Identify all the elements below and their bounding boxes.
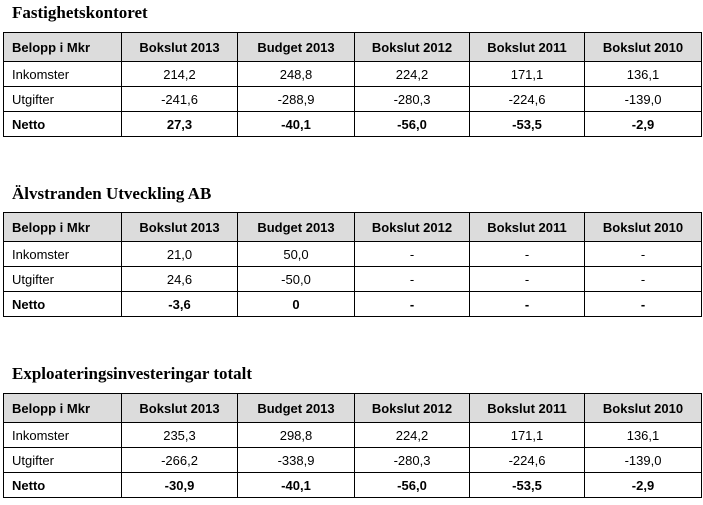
table-cell: 136,1 bbox=[585, 423, 702, 448]
row-label: Inkomster bbox=[4, 62, 122, 87]
table-cell: -338,9 bbox=[238, 448, 355, 473]
table-cell: -30,9 bbox=[122, 473, 238, 498]
column-header: Bokslut 2012 bbox=[355, 213, 470, 242]
column-header: Bokslut 2013 bbox=[122, 213, 238, 242]
column-header: Budget 2013 bbox=[238, 33, 355, 62]
table-cell: 214,2 bbox=[122, 62, 238, 87]
row-label: Utgifter bbox=[4, 267, 122, 292]
table-row bbox=[4, 87, 702, 112]
table-row bbox=[4, 62, 702, 87]
column-header: Belopp i Mkr bbox=[4, 394, 122, 423]
table-cell: - bbox=[585, 292, 702, 317]
column-header: Bokslut 2011 bbox=[470, 33, 585, 62]
table-cell: -53,5 bbox=[470, 112, 585, 137]
table-row-total bbox=[4, 473, 702, 498]
table-row bbox=[4, 267, 702, 292]
table-cell: -40,1 bbox=[238, 112, 355, 137]
table-cell: -139,0 bbox=[585, 87, 702, 112]
table-cell: - bbox=[470, 292, 585, 317]
column-header: Belopp i Mkr bbox=[4, 213, 122, 242]
table-cell: 298,8 bbox=[238, 423, 355, 448]
table-cell: - bbox=[355, 292, 470, 317]
table-cell: - bbox=[470, 267, 585, 292]
column-header: Budget 2013 bbox=[238, 394, 355, 423]
column-header: Bokslut 2012 bbox=[355, 33, 470, 62]
column-header: Bokslut 2010 bbox=[585, 213, 702, 242]
table-cell: 21,0 bbox=[122, 242, 238, 267]
table-cell: -139,0 bbox=[585, 448, 702, 473]
table-cell: 50,0 bbox=[238, 242, 355, 267]
table-cell: - bbox=[355, 242, 470, 267]
column-header: Bokslut 2012 bbox=[355, 394, 470, 423]
column-header: Budget 2013 bbox=[238, 213, 355, 242]
table-cell: - bbox=[585, 242, 702, 267]
table-cell: -280,3 bbox=[355, 448, 470, 473]
table-cell: -2,9 bbox=[585, 473, 702, 498]
table-cell: -56,0 bbox=[355, 473, 470, 498]
table-row bbox=[4, 448, 702, 473]
finance-table bbox=[3, 212, 702, 317]
table-cell: 224,2 bbox=[355, 62, 470, 87]
table-cell: -288,9 bbox=[238, 87, 355, 112]
finance-table bbox=[3, 393, 702, 498]
table-cell: -2,9 bbox=[585, 112, 702, 137]
table-row bbox=[4, 423, 702, 448]
row-label: Netto bbox=[4, 112, 122, 137]
section-title: Exploateringsinvesteringar totalt bbox=[12, 364, 253, 383]
table-cell: -224,6 bbox=[470, 87, 585, 112]
column-header: Bokslut 2011 bbox=[470, 213, 585, 242]
table-cell: 24,6 bbox=[122, 267, 238, 292]
table-cell: -53,5 bbox=[470, 473, 585, 498]
column-header: Bokslut 2011 bbox=[470, 394, 585, 423]
table-cell: 0 bbox=[238, 292, 355, 317]
table-cell: -50,0 bbox=[238, 267, 355, 292]
header-row bbox=[4, 33, 702, 62]
table-cell: -241,6 bbox=[122, 87, 238, 112]
column-header: Bokslut 2013 bbox=[122, 394, 238, 423]
header-row bbox=[4, 213, 702, 242]
table-cell: -56,0 bbox=[355, 112, 470, 137]
column-header: Belopp i Mkr bbox=[4, 33, 122, 62]
table-cell: 235,3 bbox=[122, 423, 238, 448]
table-cell: 171,1 bbox=[470, 62, 585, 87]
column-header: Bokslut 2010 bbox=[585, 394, 702, 423]
table-cell: -40,1 bbox=[238, 473, 355, 498]
table-cell: - bbox=[355, 267, 470, 292]
table-cell: 136,1 bbox=[585, 62, 702, 87]
column-header: Bokslut 2013 bbox=[122, 33, 238, 62]
table-row-total bbox=[4, 112, 702, 137]
table-cell: -224,6 bbox=[470, 448, 585, 473]
section-title: Fastighetskontoret bbox=[12, 3, 148, 22]
table-row-total bbox=[4, 292, 702, 317]
row-label: Netto bbox=[4, 292, 122, 317]
table-cell: 248,8 bbox=[238, 62, 355, 87]
table-cell: 171,1 bbox=[470, 423, 585, 448]
table-cell: 27,3 bbox=[122, 112, 238, 137]
row-label: Utgifter bbox=[4, 87, 122, 112]
table-row bbox=[4, 242, 702, 267]
table-cell: -266,2 bbox=[122, 448, 238, 473]
table-cell: - bbox=[585, 267, 702, 292]
row-label: Inkomster bbox=[4, 423, 122, 448]
row-label: Inkomster bbox=[4, 242, 122, 267]
table-cell: 224,2 bbox=[355, 423, 470, 448]
table-cell: - bbox=[470, 242, 585, 267]
section-title: Älvstranden Utveckling AB bbox=[12, 184, 212, 203]
table-cell: -3,6 bbox=[122, 292, 238, 317]
row-label: Netto bbox=[4, 473, 122, 498]
row-label: Utgifter bbox=[4, 448, 122, 473]
table-cell: -280,3 bbox=[355, 87, 470, 112]
finance-table bbox=[3, 32, 702, 137]
header-row bbox=[4, 394, 702, 423]
column-header: Bokslut 2010 bbox=[585, 33, 702, 62]
